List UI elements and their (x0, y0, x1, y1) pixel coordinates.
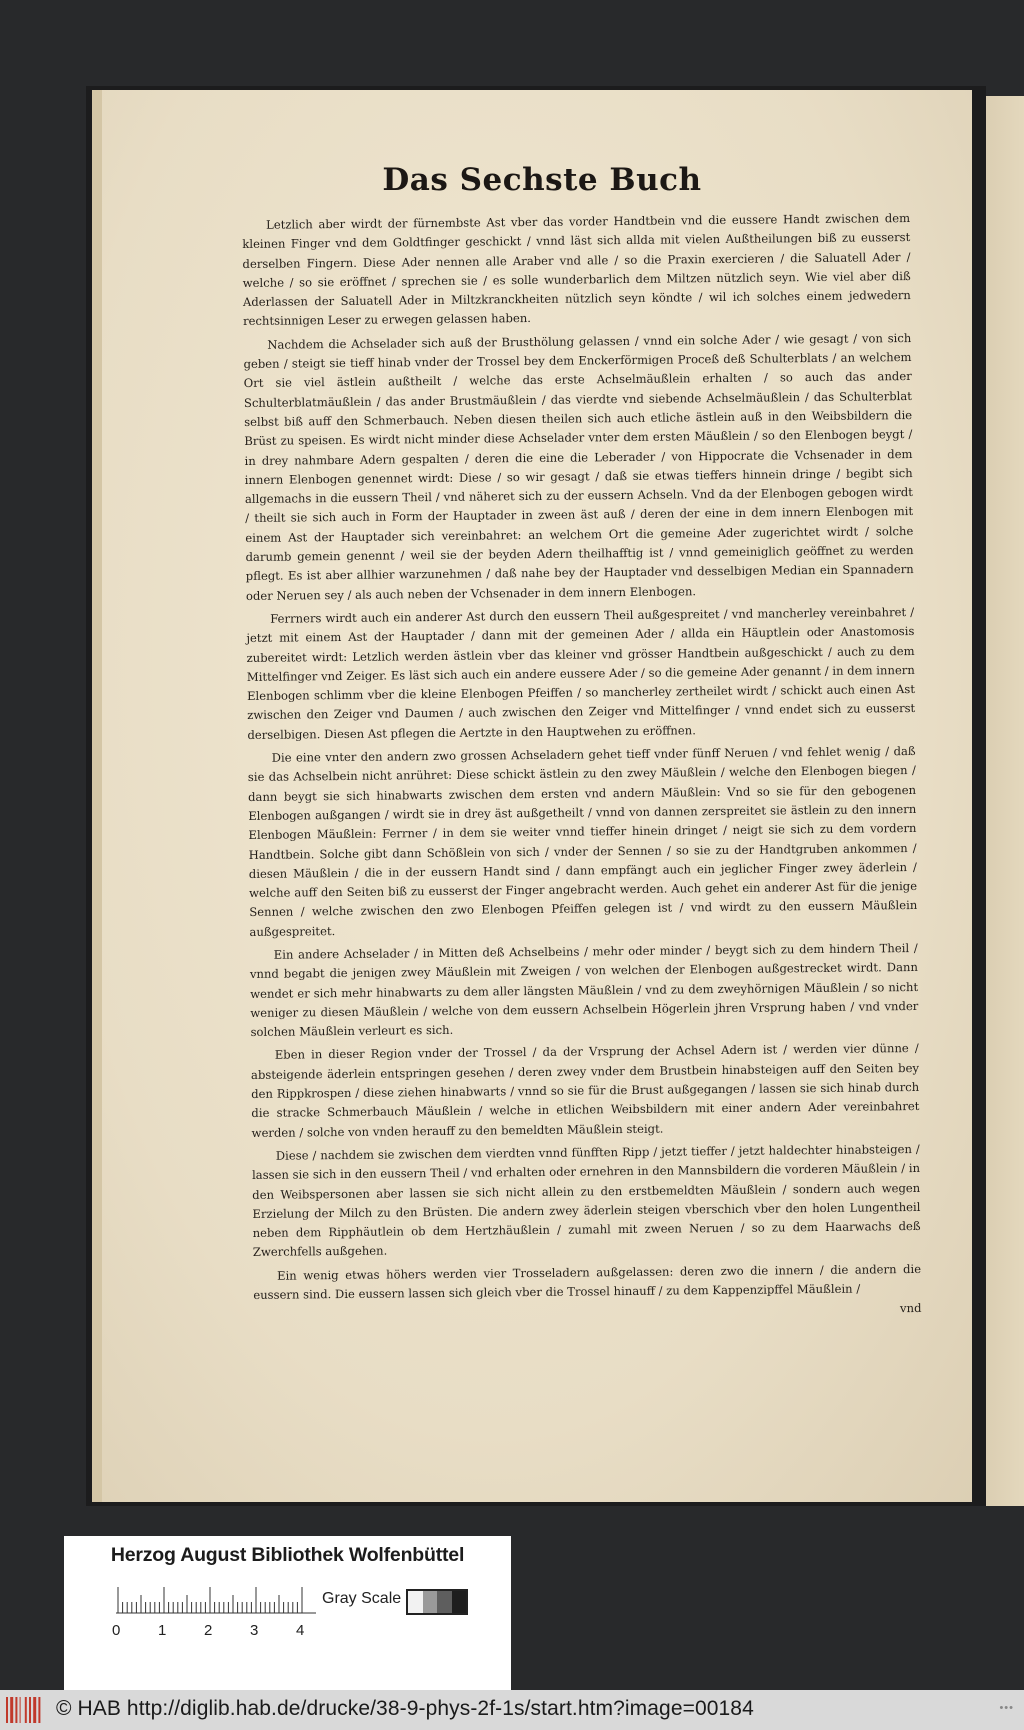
page-text (242, 209, 922, 1323)
gray-swatch (408, 1591, 423, 1613)
catchword: vnd (899, 1301, 922, 1316)
ruler-number: 4 (296, 1622, 305, 1639)
paragraph: Ferrners wirdt auch ein anderer Ast durch den eussern Theil außgespreitet / vnd mancherley vereinbahret / jetzt mit einem Ast der Hauptader / dann mit der gemeinen Ader / allda ein Häuptlein oder Anastomosis zubereitet wirdt: Letzlich werden ästlein vber das kleiner vnd grösser Handtbein außgeschickt / auch zu dem Mittelfinger vnd Zeiger. Es läst sich auch ein andere eussere Ader / so die gemeine Ader genannt / in dem innern Elenbogen schlimm vber die kleine Elenbogen Pfeiffen / so mancherley zertheilet wirdt / schickt auch einen Ast zwischen den Zeiger vnd Daumen / auch zwischen den Zeiger vnd Mittelfinger / vnnd endet sich zu eusserst derselbigen. Diesen Ast pflegen die Aertzte in den Hauptwehen zu eröffnen. (246, 604, 916, 742)
barcode-bar (10, 1697, 13, 1723)
book-page (92, 90, 972, 1502)
paragraph: Die eine vnter den andern zwo grossen Achseladern gehet tieff vnder fünff Neruen / vnd fehlet wenig / daß sie das Achselbein nicht anrühret: Diese schickt ästlein zu den zwey Mäußlein / welche den Elenbogen biegen / dann beygt sie sich hinabwarts zwischen dem ersten vnd andern Mäußlein: Vnd so sie für den gebogenen Elenbogen außgangen / wirdt sie in drey äst außgetheilt / vnnd von dannen zerspreitet sie ästlein zu den innern Elenbogen Mäußlein: Ferrner / in dem sie weiter vnnd tieffer hinein dringet / neigt sie sich zu dem vordern Handtbein. Solche gibt dann Schößlein von sich / vnder der Sennen / so sie zu der Handtgruben ankommen / diesen Mäußlein / die in der eussern Handt sind / dann empfängt auch ein jeglicher Finger zwey äderlein / welche auff den Seiten biß zu eusserst der Finger angebracht werden. Auch gehet ein anderer Ast für die jenige Sennen / welche zwischen den zwo Elenbogen Pfeiffen gelegen ist / vnd wirdt zu den eussern Mäußlein außgespreitet. (247, 743, 918, 939)
barcode-icon (6, 1697, 46, 1723)
ruler-numbers (110, 1622, 340, 1642)
barcode-bar (15, 1697, 17, 1723)
barcode-bar (38, 1697, 40, 1723)
gray-swatch (437, 1591, 452, 1613)
paragraph: Eben in dieser Region vnder der Trossel / da der Vrsprung der Achsel Adern ist / werden vier dünne / absteigende äderlein entspringen gesehen / deren zwey vnder dem Brustbein hinabsteigen auff den Seiten bey den Rippkrospen / diese ziehen hinabwarts / vnnd so sie für die Brust außgegangen / lassen sie sich hinab durch die stracke Schmerbauch Mäußlein / welche in etlichen Weibsbildern mit einer andern Ader vereinbahret werden / solche von vnden herauff zu den bemeldten Mäußlein steigt. (250, 1041, 920, 1140)
paragraph: Letzlich aber wirdt der fürnembste Ast vber das vorder Handtbein vnd die eussere Handt zwischen dem kleinen Finger vnd dem Goldtfinger geschickt / vnnd läst sich allda mit vielen Außtheilungen biß zu eusserst derselben Fingern. Diese Ader nennen alle Araber vnd alle / so die Praxin exercieren / die Saluatell Ader / welche / so sie eröffnet / sprechen sie / es solle wunderbarlich dem Miltzen nützlich seyn. Wie viel aber diß Aderlassen der Saluatell Ader in Miltzkranckheiten nützlich seyn köndte / wil ich solches einem jedwedern rechtsinnigen Leser zu erwegen gelassen haben. (242, 211, 911, 329)
paragraph: Ein wenig etwas höhers werden vier Trosseladern außgelassen: deren zwo die innern / die andern die eussern sind. Die eussern lassen sich gleich vber die Trossel hinauff / zu dem Kappenzipffel Mäußlein / (253, 1261, 922, 1302)
color-target (64, 1536, 511, 1693)
ruler-number: 1 (158, 1622, 167, 1639)
paragraph: Diese / nachdem sie zwischen dem vierdten vnnd fünfften Ripp / jetzt tieffer / jetzt haldechter hinabsteigen / lassen sie sich in den eussern Theil / vnd erhalten oder ernehren in den Mannsbildern die vorderen Mäußlein / in den Weibspersonen aber lassen sie sich nicht allein zu den erstbemeldten Mäußlein / sondern auch wegen Erzielung der Milch zu den Brüsten. Die andern zwey äderlein steigen vberschich vber den holen Lungentheil neben dem Ripphäutlein ob dem Hertzhäußlein / zumahl mit zween Neruen / so zu dem Haarwachs deß Zwerchfells außgehen. (251, 1141, 921, 1260)
gray-swatch (423, 1591, 438, 1613)
library-name: Herzog August Bibliothek Wolfenbüttel (110, 1544, 465, 1566)
footer-url-text[interactable]: © HAB http://diglib.hab.de/drucke/38-9-phys-2f-1s/start.htm?image=00184 (56, 1697, 754, 1720)
more-icon: ••• (999, 1702, 1014, 1714)
gray-scale-label: Gray Scale (322, 1590, 402, 1607)
footer-bar (0, 1690, 1024, 1730)
paragraph: Nachdem die Achselader sich auß der Brusthölung gelassen / vnnd ein solche Ader / wie gesagt / von sich geben / steigt sie tieff hinab vnder der Trossel bey dem Enckerförmigen Proceß deß Schulterblats / an welchem Ort sie viel ästlein außtheilt / welche das erste Achselmäußlein erhalten / so auch das ander Schulterblatmäußlein / das ander Brustmäußlein / das vierdte vnd siebende Achselmäußlein / das Schulterblat selbst biß auff den Schmerbauch. Neben diesen theilen sich auch etliche ästlein auß in den Weibsbildern die Brüst zu speisen. Es wirdt nicht minder diese Achselader vnter dem ersten Mäußlein / so den Elenbogen beygt / in drey nahmbare Adern gespalten / deren die eine die Leberader / von Hippocrate die Vchsenader in dem innern Elenbogen genennet wirdt: Diese / so wir gesagt / daß sie etwas tieffers hinnein dringe / begibt sich allgemachs in die eussern Theil / vnd näheret sich zu der eussern Achseln. Vnd da der Elenbogen gebogen wirdt / theilt sie sich auch in Form der Hauptader in zween äst auß / deren der eine in dem innern Elenbogen mit einem Ast der Hauptader sich vereinbahret: an welchem Ort die gemeine Ader zugerichtet wirdt / solche darumb gemein genennt / weil sie der beyden Adern theilhafftig ist / vnnd gemeiniglich geöffnet zu werden pflegt. Es ist aber allhier warzunehmen / daß nahe bey der Hauptader vnd desselbigen Median ein Spannadern oder Neruen sey / als auch neben der Vchsenader in dem innern Elenbogen. (243, 330, 914, 603)
barcode-bar (20, 1697, 21, 1723)
ruler-number: 0 (112, 1622, 121, 1639)
gray-swatch (452, 1591, 467, 1613)
barcode-bar (6, 1697, 8, 1723)
barcode-bar (29, 1697, 31, 1723)
ruler-number: 2 (204, 1622, 213, 1639)
barcode-bar (33, 1697, 36, 1723)
ruler (116, 1580, 316, 1614)
gray-scale-swatches (406, 1589, 468, 1615)
page-heading: Das Sechste Buch (382, 162, 702, 198)
paragraph: Ein andere Achselader / in Mitten deß Achselbeins / mehr oder minder / beygt sich zu dem hindern Theil / vnnd begabt die jenigen zwey Mäußlein mit Zweigen / von welchen der Elenbogen außgestrecket wirdt. Dann wendet er sich mehr hinabwarts zu dem aller längsten Mäußlein / vnd zu dem zweyhörnigen Mäußlein / so nicht weniger zu diesen Mäußlein / welche von dem eussern Achselbein Högerlein jhren Vrsprung haben / vnd vnder solchen Mäußlein verleurt es sich. (249, 940, 919, 1040)
barcode-bar (25, 1697, 27, 1723)
ruler-number: 3 (250, 1622, 259, 1639)
